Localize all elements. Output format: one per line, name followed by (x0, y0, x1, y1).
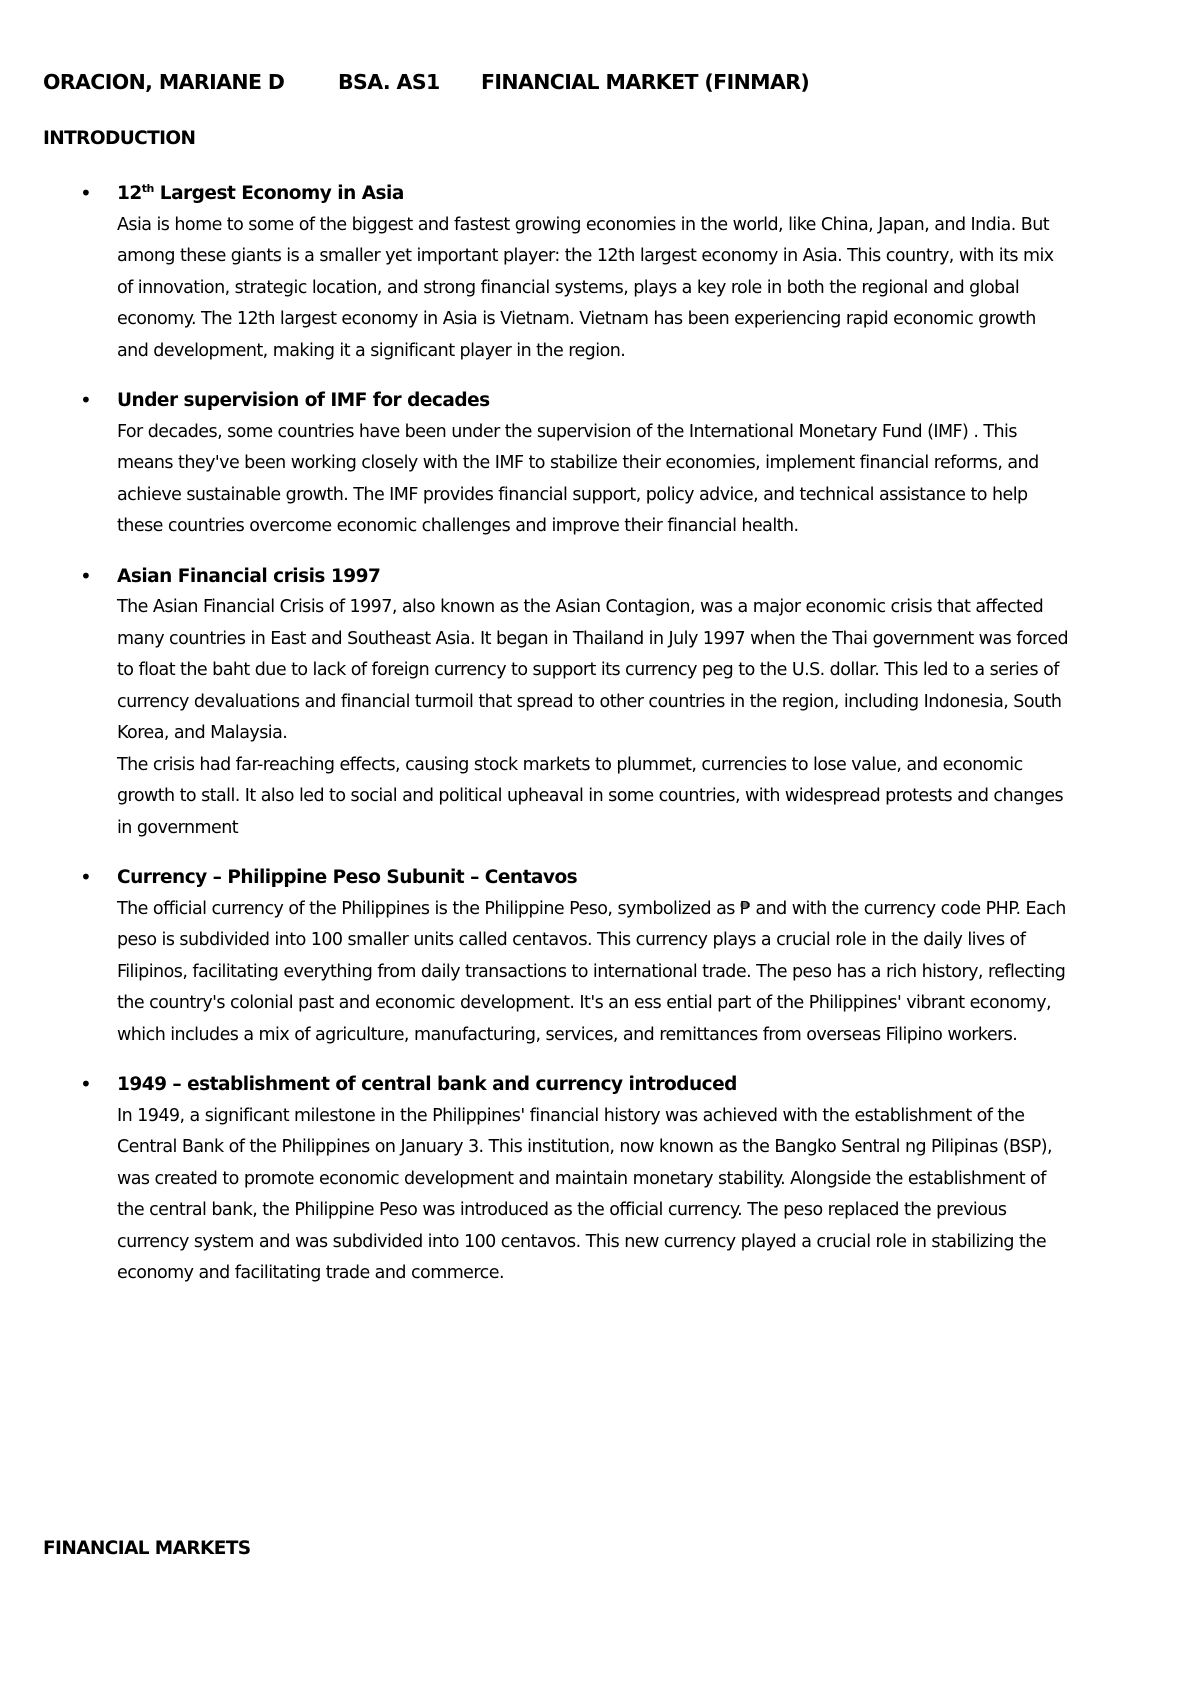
bullet-icon: • (80, 563, 92, 588)
list-item-title: Asian Financial crisis 1997 (117, 565, 381, 587)
subject-title: FINANCIAL MARKET (FINMAR) (481, 70, 810, 94)
financial-markets-heading: FINANCIAL MARKETS (43, 1538, 251, 1559)
list-item-body (117, 210, 1069, 368)
list-item-body (117, 894, 1069, 1052)
list-item (0, 862, 1200, 1051)
list-item-title: Under supervision of IMF for decades (117, 390, 490, 411)
paragraph: For decades, some countries have been under the supervision of the International Monetary Fund (IMF) . This means they've been working closely with the IMF to stabilize their economies, implement financial reforms, and achieve sustainable growth. The IMF provides financial support, policy advice, and technical assistance to help these countries overcome economic challenges and improve their financial health. (117, 421, 1039, 536)
list-item (0, 1069, 1200, 1290)
student-name: ORACION, MARIANE D (43, 70, 285, 94)
paragraph: The crisis had far-reaching effects, causing stock markets to plummet, currencies to lose value, and economic growth to stall. It also led to social and political upheaval in some countries, with widespread protests and changes in government (117, 754, 1064, 838)
list-item-body (117, 1101, 1069, 1290)
list-item (0, 561, 1200, 845)
paragraph: In 1949, a significant milestone in the Philippines' financial history was achieved with the establishment of the Central Bank of the Philippines on January 3. This institution, now known as the Bangko Sentral ng Pilipinas (BSP), was created to promote economic development and maintain monetary stability. Alongside the establishment of the central bank, the Philippine Peso was introduced as the official currency. The peso replaced the previous currency system and was subdivided into 100 centavos. This new currency played a crucial role in stabilizing the economy and facilitating trade and commerce. (117, 1105, 1053, 1283)
paragraph: The Asian Financial Crisis of 1997, also known as the Asian Contagion, was a major economic crisis that affected many countries in East and Southeast Asia. It began in Thailand in July 1997 when the Thai government was forced to float the baht due to lack of foreign currency to support its currency peg to the U.S. dollar. This led to a series of currency devaluations and financial turmoil that spread to other countries in the region, including Indonesia, South Korea, and Malaysia. (117, 597, 1069, 743)
paragraph: Asia is home to some of the biggest and fastest growing economies in the world, like China, Japan, and India. But among these giants is a smaller yet important player: the 12th largest economy in Asia. This country, with its mix of innovation, strategic location, and strong financial systems, plays a key role in both the regional and global economy. The 12th largest economy in Asia is Vietnam. Vietnam has been experiencing rapid economic growth and development, making it a significant player in the region. (117, 214, 1054, 361)
paragraph: The official currency of the Philippines is the Philippine Peso, symbolized as ₱ and with the currency code PHP. Each peso is subdivided into 100 smaller units called centavos. This currency plays a crucial role in the daily lives of Filipinos, facilitating everything from daily transactions to international trade. The peso has a rich history, reflecting the country's colonial past and economic development. It's an ess ential part of the Philippines' vibrant economy, which includes a mix of agriculture, manufacturing, services, and remittances from overseas Filipino workers. (117, 898, 1066, 1045)
bullet-icon: • (80, 181, 92, 205)
list-item (0, 385, 1200, 543)
bullet-icon: • (80, 1072, 92, 1096)
list-item-body (117, 417, 1069, 543)
course-section: BSA. AS1 (338, 70, 440, 94)
introduction-heading: INTRODUCTION (43, 128, 196, 149)
bullet-icon: • (80, 388, 92, 412)
list-item-title: 12th Largest Economy in Asia (117, 181, 404, 204)
list-item-title: 1949 – establishment of central bank and currency introduced (117, 1074, 737, 1095)
list-item-body (117, 592, 1069, 844)
introduction-bullet-list (0, 178, 1200, 1308)
bullet-icon: • (80, 865, 92, 889)
list-item-title: Currency – Philippine Peso Subunit – Centavos (117, 867, 578, 888)
list-item (0, 178, 1200, 367)
